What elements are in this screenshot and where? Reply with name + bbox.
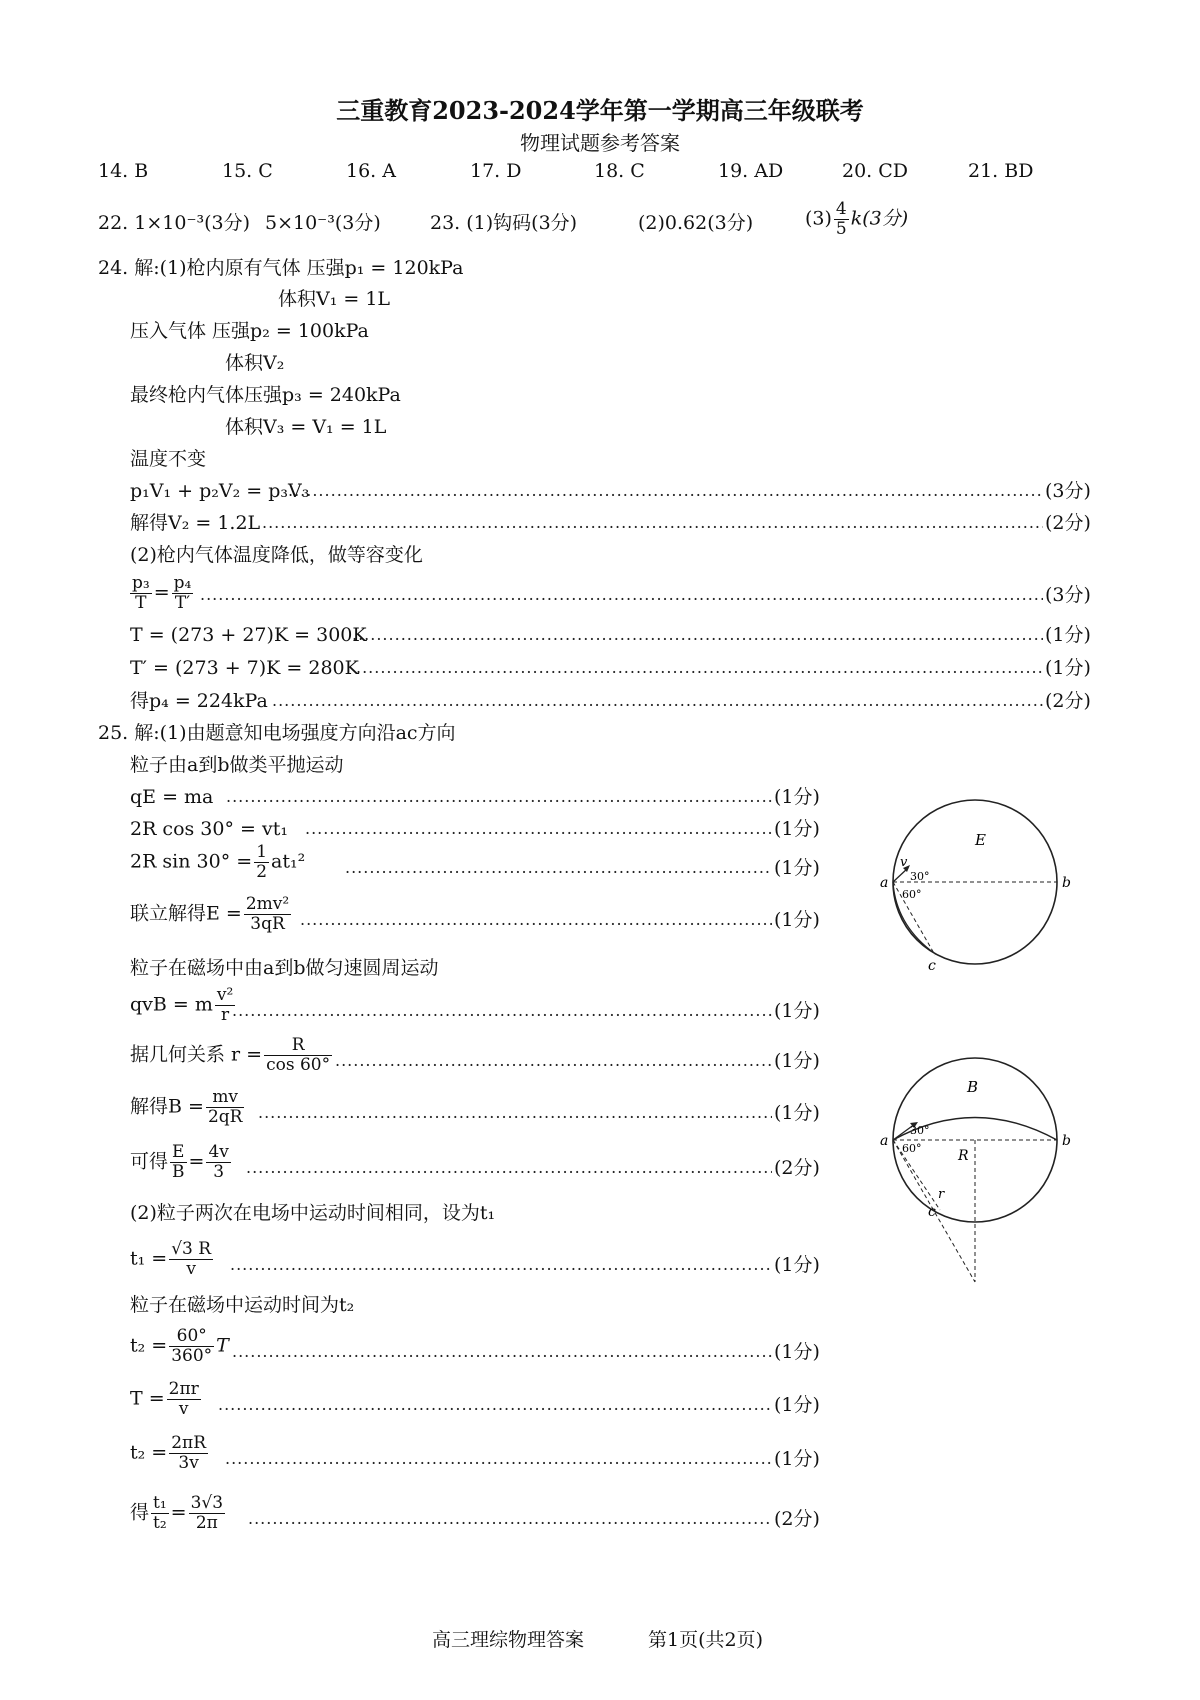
fraction — [206, 1088, 245, 1127]
equation-lhs: t₂ = — [130, 1441, 168, 1464]
q23-prefix: (3) — [805, 207, 832, 230]
q25-line: 粒子在磁场中由a到b做匀速圆周运动 — [130, 957, 439, 979]
angle-label: 30° — [910, 870, 930, 883]
choice-answer: 15. C — [222, 160, 273, 182]
radius-r-label: r — [938, 1187, 945, 1202]
dot-leader — [232, 1339, 772, 1365]
score: (2分) — [1045, 512, 1091, 534]
score: (2分) — [1045, 690, 1091, 712]
score: (3分) — [1045, 584, 1091, 606]
score: (1分) — [774, 1394, 820, 1416]
score: (2分) — [774, 1157, 820, 1179]
fraction — [244, 895, 291, 934]
fraction — [834, 200, 849, 239]
fraction — [189, 1494, 225, 1533]
numerator: p₃ — [132, 573, 150, 593]
numerator: 60° — [169, 1327, 214, 1347]
numerator: R — [264, 1036, 332, 1056]
q24-line: 压入气体 压强p₂ = 100kPa — [130, 320, 369, 342]
q24-line: 体积V₂ — [225, 352, 285, 374]
score: (3分) — [1045, 480, 1091, 502]
q24-equation: 得p₄ = 224kPa — [130, 690, 268, 712]
q25-equation — [130, 1380, 203, 1419]
numerator: √3 R — [171, 1239, 212, 1259]
numerator: 4v — [208, 1142, 229, 1162]
score: (1分) — [1045, 624, 1091, 646]
dot-leader — [248, 1506, 772, 1532]
score: (1分) — [774, 1254, 820, 1276]
q24-line: 最终枪内气体压强p₃ = 240kPa — [130, 384, 401, 406]
equation-lhs: 可得 — [130, 1150, 169, 1173]
q25-equation — [130, 986, 237, 1025]
footer-subject: 高三理综物理答案 — [432, 1629, 585, 1651]
choice-answer: 18. C — [594, 160, 645, 182]
q24-equation — [128, 574, 195, 613]
dot-leader — [218, 1392, 772, 1418]
score: (1分) — [1045, 657, 1091, 679]
radius-R-label: R — [958, 1148, 969, 1164]
numerator: 4 — [835, 199, 847, 219]
equation-lhs: 解得B = — [130, 1095, 204, 1118]
fraction — [170, 1143, 187, 1182]
dot-leader — [345, 855, 772, 881]
numerator: p₄ — [173, 573, 192, 593]
numerator: mv — [206, 1088, 245, 1108]
score: (1分) — [774, 1050, 820, 1072]
q25-equation — [130, 1088, 246, 1127]
choice-answer: 21. BD — [968, 160, 1034, 182]
fraction — [169, 1240, 213, 1279]
equals: = — [170, 1501, 187, 1524]
q25-equation — [130, 895, 293, 934]
dot-leader — [258, 1100, 772, 1126]
choice-answer: 20. CD — [842, 160, 909, 182]
q24-line: (2)枪内气体温度降低，做等容变化 — [130, 544, 423, 566]
denominator: 3 — [213, 1162, 225, 1182]
fraction — [254, 843, 269, 882]
denominator: 2qR — [207, 1107, 243, 1127]
dot-leader — [262, 510, 1043, 536]
q24-line: 体积V₃ = V₁ = 1L — [225, 416, 387, 438]
q24-equation: T′ = (273 + 7)K = 280K — [130, 657, 359, 679]
q25-line: 25. 解:(1)由题意知电场强度方向沿ac方向 — [98, 722, 456, 744]
q25-equation: qE = ma — [130, 786, 214, 808]
dot-leader — [288, 478, 1043, 504]
numerator: 1 — [256, 842, 268, 862]
dot-leader — [225, 1446, 772, 1472]
dot-leader — [246, 1155, 772, 1181]
equation-rhs: T — [216, 1334, 229, 1357]
q23-answer-1: 23. (1)钩码(3分) — [430, 212, 578, 234]
choice-answer: 14. B — [98, 160, 149, 182]
page-title: 三重教育2023-2024学年第一学期高三年级联考 — [336, 96, 864, 125]
page-subtitle: 物理试题参考答案 — [520, 131, 680, 155]
score: (1分) — [774, 909, 820, 931]
point-c-label: c — [928, 1204, 936, 1220]
fraction — [264, 1036, 332, 1075]
field-label: E — [975, 831, 986, 849]
velocity-label: v — [900, 855, 908, 870]
q25-equation — [130, 1143, 233, 1182]
choice-answer: 17. D — [470, 160, 522, 182]
dot-leader — [226, 784, 772, 810]
denominator: T′ — [174, 593, 191, 613]
q23-suffix: k(3分) — [850, 207, 909, 230]
fraction — [172, 574, 194, 613]
q25-line: (2)粒子两次在电场中运动时间相同，设为t₁ — [130, 1202, 496, 1224]
choice-answer: 16. A — [346, 160, 396, 182]
numerator: E — [170, 1143, 187, 1163]
equation-lhs: 得 — [130, 1501, 150, 1524]
point-a-label: a — [880, 875, 889, 891]
q25-equation — [130, 1494, 227, 1533]
equation-rhs: at₁² — [271, 850, 306, 873]
dot-leader — [335, 1048, 772, 1074]
dot-leader — [272, 688, 1043, 714]
q22-answer-b: 5×10⁻³(3分) — [265, 212, 381, 234]
numerator: t₁ — [153, 1493, 167, 1513]
field-label: B — [967, 1078, 979, 1096]
numerator: 2πr — [168, 1379, 199, 1399]
fraction — [130, 574, 152, 613]
score: (1分) — [774, 1000, 820, 1022]
score: (1分) — [774, 1341, 820, 1363]
equals: = — [188, 1150, 205, 1173]
q24-equation: p₁V₁ + p₂V₂ = p₃V₃ — [130, 480, 310, 502]
denominator: T — [135, 593, 147, 613]
q25-line: 粒子在磁场中运动时间为t₂ — [130, 1294, 355, 1316]
point-a-label: a — [880, 1133, 889, 1149]
q24-line: 温度不变 — [130, 448, 207, 470]
dot-leader — [305, 816, 772, 842]
footer-page-number: 第1页(共2页) — [648, 1629, 764, 1651]
equals: = — [153, 581, 170, 604]
equation-lhs: T = — [130, 1387, 165, 1410]
q25-equation — [130, 1240, 215, 1279]
angle-label: 60° — [902, 888, 922, 901]
q25-equation — [130, 843, 305, 882]
dot-leader — [356, 655, 1043, 681]
point-c-label: c — [928, 958, 936, 974]
angle-label: 60° — [902, 1142, 922, 1155]
denominator: cos 60° — [266, 1055, 331, 1075]
fraction — [169, 1327, 214, 1366]
numerator: v² — [216, 985, 234, 1005]
point-b-label: b — [1062, 1133, 1071, 1149]
denominator: 3v — [178, 1453, 199, 1473]
angle-label: 30° — [910, 1124, 930, 1137]
numerator: 3√3 — [190, 1493, 224, 1513]
q25-equation — [130, 1434, 210, 1473]
q25-equation — [130, 1036, 334, 1075]
denominator: v — [186, 1259, 196, 1279]
score: (1分) — [774, 857, 820, 879]
score: (1分) — [774, 1448, 820, 1470]
denominator: 2 — [256, 862, 268, 882]
dot-leader — [300, 907, 772, 933]
q24-line: 体积V₁ = 1L — [278, 288, 391, 310]
equation-lhs: t₁ = — [130, 1247, 168, 1270]
q23-answer-3 — [805, 200, 908, 239]
fraction — [206, 1143, 230, 1182]
magnetic-field-diagram — [870, 1050, 1100, 1300]
denominator: r — [221, 1005, 230, 1025]
fraction — [151, 1494, 169, 1533]
equation-lhs: 据几何关系 r = — [130, 1043, 263, 1066]
dot-leader — [352, 622, 1043, 648]
dot-leader — [200, 582, 1043, 608]
equation-lhs: qvB = m — [130, 993, 213, 1016]
fraction — [169, 1434, 208, 1473]
denominator: 360° — [171, 1346, 213, 1366]
denominator: v — [178, 1399, 189, 1419]
numerator: 2mv² — [245, 894, 290, 914]
dot-leader — [232, 998, 772, 1024]
equation-lhs: 联立解得E = — [130, 902, 242, 925]
q24-line: 24. 解:(1)枪内原有气体 压强p₁ = 120kPa — [98, 257, 464, 279]
q25-equation: 2R cos 30° = vt₁ — [130, 818, 288, 840]
q24-equation: 解得V₂ = 1.2L — [130, 512, 261, 534]
equation-lhs: 2R sin 30° = — [130, 850, 253, 873]
electric-field-diagram — [870, 790, 1100, 990]
dot-leader — [230, 1252, 772, 1278]
point-b-label: b — [1062, 875, 1071, 891]
score: (1分) — [774, 818, 820, 840]
score: (1分) — [774, 1102, 820, 1124]
q22-answer-a: 22. 1×10⁻³(3分) — [98, 212, 251, 234]
fraction — [167, 1380, 201, 1419]
q25-equation — [130, 1327, 229, 1366]
denominator: t₂ — [153, 1513, 167, 1533]
denominator: B — [172, 1162, 185, 1182]
q23-answer-2: (2)0.62(3分) — [638, 212, 754, 234]
score: (2分) — [774, 1508, 820, 1530]
choice-answer: 19. AD — [718, 160, 784, 182]
denominator: 3qR — [250, 914, 285, 934]
q24-equation: T = (273 + 27)K = 300K — [130, 624, 367, 646]
score: (1分) — [774, 786, 820, 808]
denominator: 5 — [835, 219, 847, 239]
numerator: 2πR — [171, 1433, 207, 1453]
q25-line: 粒子由a到b做类平抛运动 — [130, 754, 344, 776]
denominator: 2π — [195, 1513, 218, 1533]
equation-lhs: t₂ = — [130, 1334, 168, 1357]
